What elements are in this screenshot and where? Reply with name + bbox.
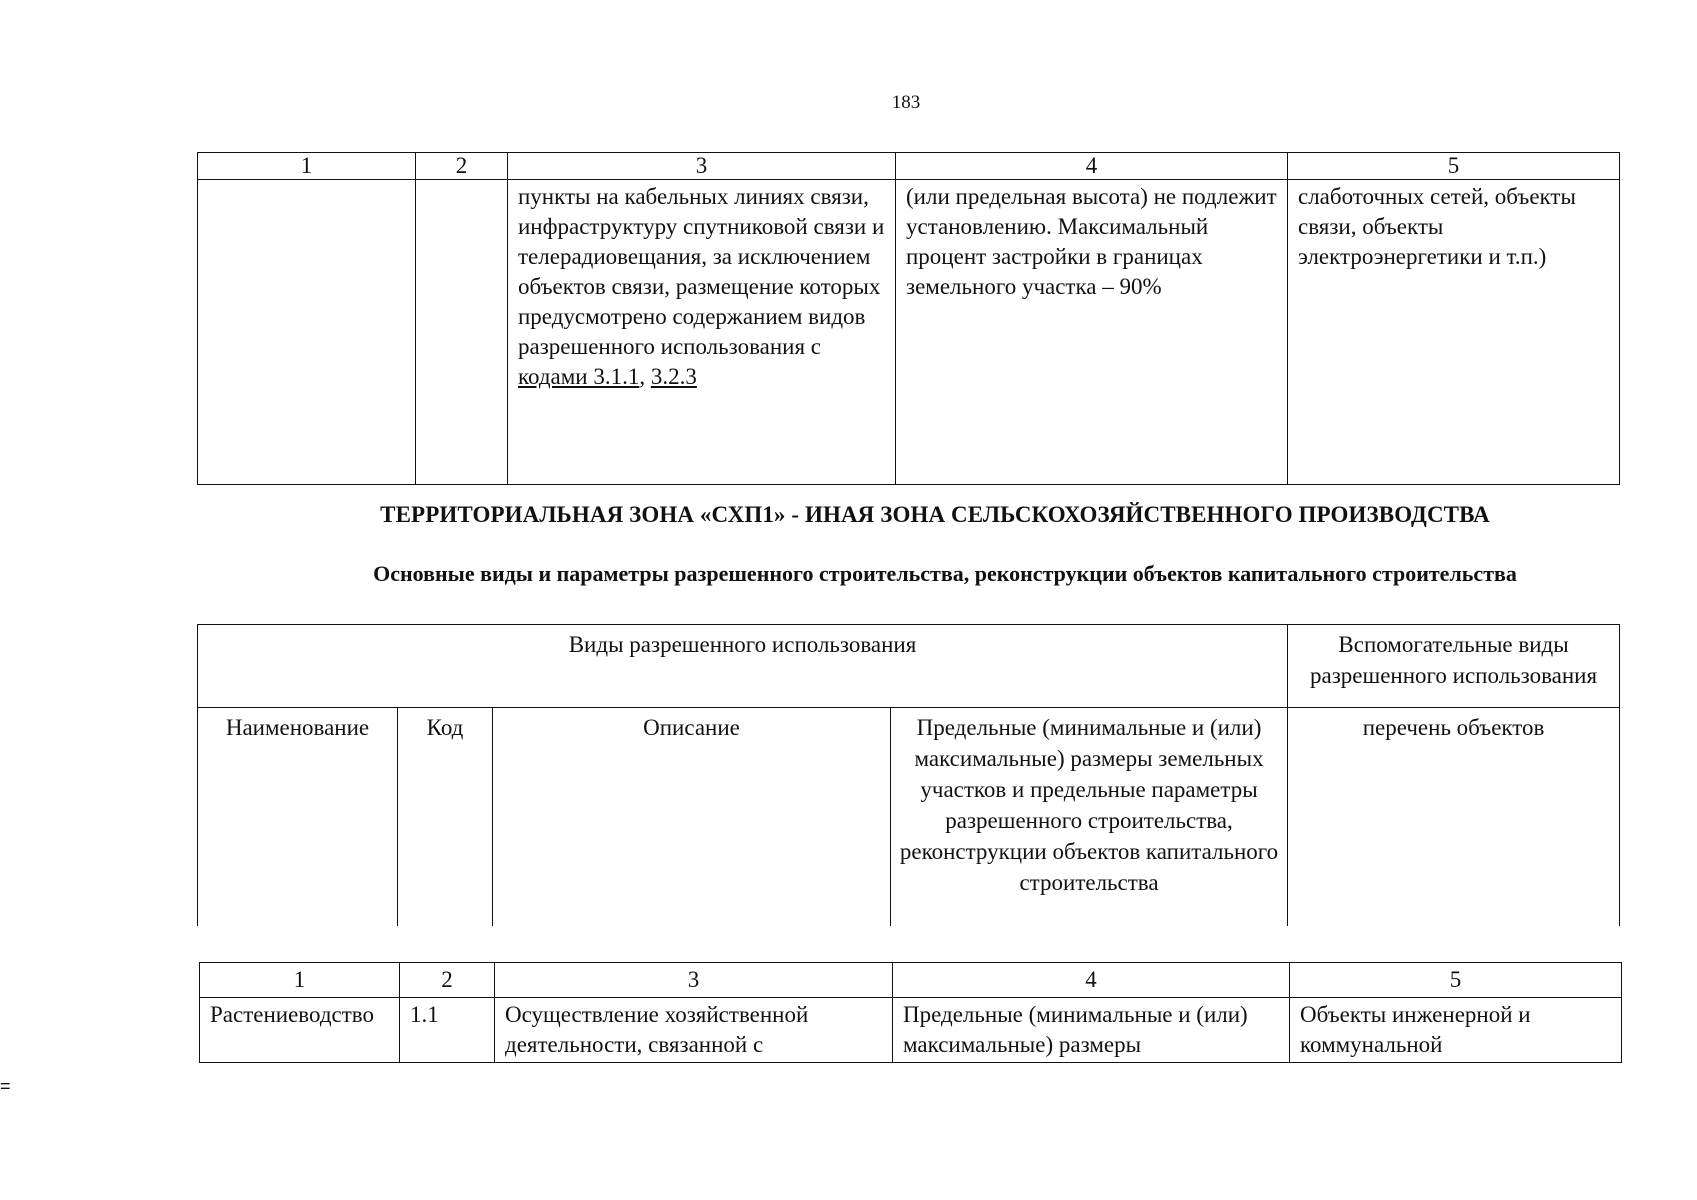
group-main-header: Виды разрешенного использования [198, 625, 1288, 708]
table-row [198, 180, 1620, 485]
cell-limits: Предельные (минимальные и (или) максимальные) размеры [893, 998, 1290, 1063]
data-table [199, 962, 1622, 1063]
cell-code [416, 180, 508, 485]
col-desc-header: Описание [493, 708, 891, 927]
col-code-header: Код [398, 708, 493, 927]
column-number: 2 [416, 153, 508, 180]
cell-description: Осуществление хозяйственной деятельности, связанной с [495, 998, 893, 1063]
group-aux-header: Вспомогательные виды разрешенного использования [1288, 625, 1620, 708]
table-header-row [198, 153, 1620, 180]
cell-name [198, 180, 416, 485]
group-header-row [198, 625, 1620, 708]
table-header-row [200, 963, 1622, 998]
column-header-row [198, 708, 1620, 927]
cell-code: 1.1 [400, 998, 495, 1063]
section-title: Основные виды и параметры разрешенного строительства, реконструкции объектов капитального строительства [373, 561, 1517, 586]
col-aux-header: перечень объектов [1288, 708, 1620, 927]
code-link[interactable]: 3.2.3 [650, 364, 697, 389]
table-row [200, 998, 1622, 1063]
column-number: 3 [495, 963, 893, 998]
cell-limits: (или предельная высота) не подлежит установлению. Максимальный процент застройки в границах земельного участка – 90% [896, 180, 1288, 485]
cell-name: Растениеводство [200, 998, 400, 1063]
cell-aux: слаботочных сетей, объекты связи, объекты электроэнергетики и т.п.) [1288, 180, 1620, 485]
continuation-table [197, 152, 1620, 485]
page-number: 183 [891, 92, 921, 113]
col-limits-header: Предельные (минимальные и (или) максимальные) размеры земельных участков и предельные параметры разрешенного строительства, реконструкции объектов капитального строительства [891, 708, 1288, 927]
column-number: 4 [896, 153, 1288, 180]
zone-title: ТЕРРИТОРИАЛЬНАЯ ЗОНА «СХП1» - ИНАЯ ЗОНА СЕЛЬСКОХОЗЯЙСТВЕННОГО ПРОИЗВОДСТВА [380, 502, 1490, 527]
column-number: 3 [508, 153, 896, 180]
header-table [197, 624, 1620, 926]
separator: , [639, 364, 651, 389]
description-text: пункты на кабельных линиях связи, инфраструктуру спутниковой связи и телерадиовещания, за исключением объектов связи, размещение которых предусмотрено содержанием видов разрешенного использования с [518, 184, 885, 359]
column-number: 2 [400, 963, 495, 998]
column-number: 5 [1290, 963, 1622, 998]
cell-description [508, 180, 896, 485]
cell-aux: Объекты инженерной и коммунальной [1290, 998, 1622, 1063]
column-number: 1 [200, 963, 400, 998]
col-name-header: Наименование [198, 708, 398, 927]
margin-mark: = [0, 1076, 11, 1096]
code-link[interactable]: кодами 3.1.1 [518, 364, 640, 389]
column-number: 4 [893, 963, 1290, 998]
column-number: 1 [198, 153, 416, 180]
column-number: 5 [1288, 153, 1620, 180]
